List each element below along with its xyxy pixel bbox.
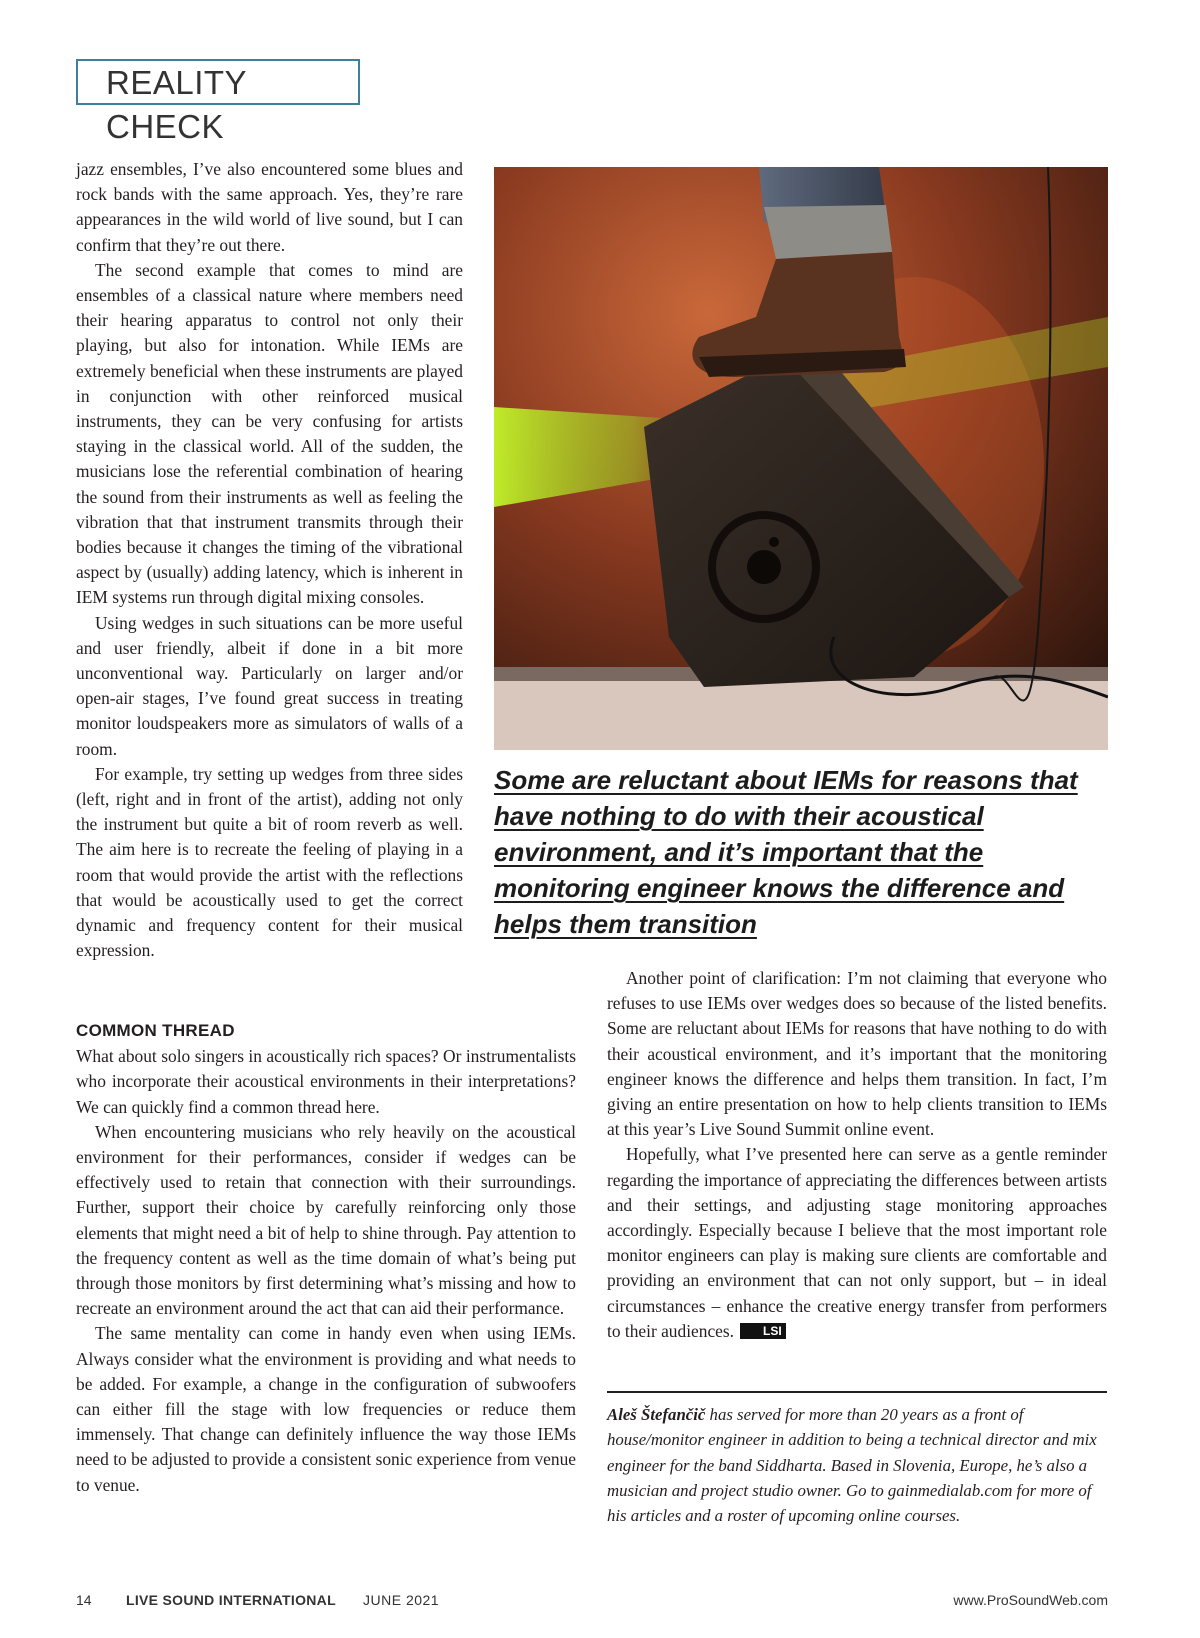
paragraph: What about solo singers in acoustically rich spaces? Or instrumentalists who incorporate their acoustical environments in their interpretations? We can quickly find a common thread here. xyxy=(76,1046,576,1117)
stage-wedge-photo xyxy=(494,167,1108,750)
paragraph: Using wedges in such situations can be more useful and user friendly, albeit if done in a bit more unconventional way. Particularly on larger and/or open-air stages, I’ve found great success in treating monitor loudspeakers more as simulators of walls of a room. xyxy=(76,612,463,759)
issue-date: JUNE 2021 xyxy=(363,1592,440,1608)
paragraph: The same mentality can come in handy even when using IEMs. Always consider what the environment is providing and what needs to be added. For example, a change in the configuration of subwoofers can either fill the stage with low frequencies or reduce them immensely. That change can definitely influence the way those IEMs need to be adjusted to provide a consistent sonic experience from venue to venue. xyxy=(76,1323,576,1495)
paragraph: jazz ensembles, I’ve also encountered some blues and rock bands with the same approach. Yes, they’re rare appearances in the wild world of live sound, but I can confirm that they’re out there. xyxy=(76,159,463,255)
author-bio xyxy=(607,1402,1107,1528)
bio-text: has served for more than 20 years as a front of house/monitor engineer in addition to being a technical director and mix engineer for the band Siddharta. Based in Slovenia, Europe, he’s also a musician and project studio owner. Go to gainmedialab.com for more of his articles and a roster of upcoming online courses. xyxy=(607,1405,1097,1526)
section-tag: REALITY CHECK xyxy=(76,59,360,105)
left-column-bottom xyxy=(76,1018,576,1498)
pull-quote-text: Some are reluctant about IEMs for reasons that have nothing to do with their acoustical environment, and it’s important that the monitoring engineer knows the difference and helps them transition xyxy=(494,765,1078,939)
page-number: 14 xyxy=(76,1592,92,1608)
stage-wedge-illustration xyxy=(494,167,1108,750)
paragraph: Another point of clarification: I’m not claiming that everyone who refuses to use IEMs over wedges does so because of the listed benefits. Some are reluctant about IEMs for reasons that have nothing to do with their acoustical environment, and it’s important that the monitoring engineer knows the difference and helps them transition. In fact, I’m giving an entire presentation on how to help clients transition to IEMs at this year’s Live Sound Summit online event. xyxy=(607,968,1107,1140)
left-column-top xyxy=(76,157,463,964)
end-mark: LSI xyxy=(740,1323,786,1339)
author-name: Aleš Štefančič xyxy=(607,1405,706,1424)
paragraph: For example, try setting up wedges from three sides (left, right and in front of the artist), adding not only the instrument but quite a bit of room reverb as well. The aim here is to recreate the feeling of playing in a room that would provide the artist with the reflections that would be acoustically used to get the correct dynamic and frequency content for their musical expression. xyxy=(76,763,463,961)
paragraph: The second example that comes to mind are ensembles of a classical nature where members need their hearing apparatus to control not only their playing, but also for intonation. While IEMs are extremely beneficial when these instruments are played in conjunction with other reinforced musical instruments, they can be very confusing for artists staying in the classical world. All of the sudden, the musicians lose the referential combination of hearing the sound from their instruments as well as feeling the vibration that that instrument transmits through their bodies because it changes the timing of the vibrational aspect by (usually) adding latency, which is inherent in IEM systems run through digital mixing consoles. xyxy=(76,259,463,608)
pull-quote xyxy=(494,762,1094,942)
paragraph-last xyxy=(607,1142,1107,1344)
bio-divider xyxy=(607,1391,1107,1393)
website-link[interactable]: www.ProSoundWeb.com xyxy=(953,1592,1108,1608)
right-column xyxy=(607,966,1107,1344)
paragraph-text: Hopefully, what I’ve presented here can serve as a gentle reminder regarding the importance of appreciating the differences between artists and their settings, and adjusting stage monitoring approaches accordingly. Especially because I believe that the most important role monitor engineers can play is making sure clients are comfortable and providing an environment that can not only support, but – in ideal circumstances – enhance the creative energy transfer from performers to their audiences. xyxy=(607,1144,1107,1341)
publication-name: LIVE SOUND INTERNATIONAL xyxy=(126,1592,336,1608)
paragraph: When encountering musicians who rely heavily on the acoustical environment for their performances, consider if wedges can be effectively used to retain that connection with their surroundings. Further, support their choice by carefully reinforcing only those elements that might need a bit of help to shine through. Pay attention to the frequency content as well as the time domain of what’s being put through those monitors by first determining what’s missing and how to recreate an environment around the act that can aid their performance. xyxy=(76,1121,576,1319)
subheading: COMMON THREAD xyxy=(76,1021,235,1040)
